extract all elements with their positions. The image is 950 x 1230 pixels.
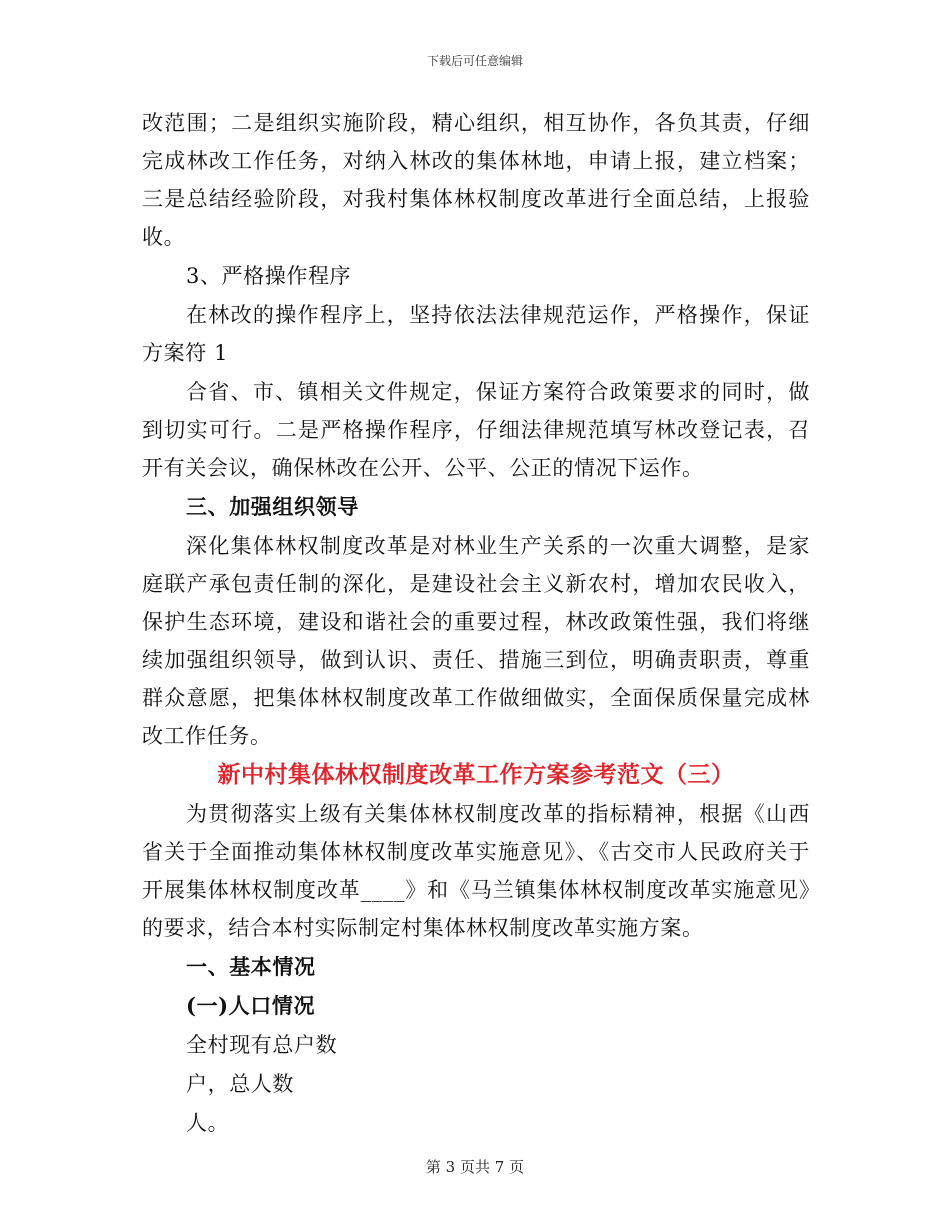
heading-basic-situation: 一、基本情况 <box>186 954 316 979</box>
paragraph-5: 为贯彻落实上级有关集体林权制度改革的指标精神，根据《山西省关于全面推动集体林权制度改革实施意见》、《古交市人民政府关于开展集体林权制度改革____》和《马兰镇集体林权制度改革实施意见》的要求，结合本村实际制定村集体林权制度改革实施方案。 <box>142 802 810 940</box>
paragraph-households: 全村现有总户数 <box>186 1033 338 1057</box>
paragraph-2: 在林改的操作程序上，坚持依法法律规范运作，严格操作，保证方案符 1 <box>142 303 810 365</box>
page-header: 下载后可任意编辑 <box>426 54 523 68</box>
paragraph-1: 改范围；二是组织实施阶段，精心组织，相互协作，各负其责，仔细完成林改工作任务，对纳入林改的集体林地，申请上报，建立档案；三是总结经验阶段，对我村集体林权制度改革进行全面总结，上报验收。 <box>142 111 810 249</box>
paragraph-4: 深化集体林权制度改革是对林业生产关系的一次重大调整，是家庭联产承包责任制的深化，是建设社会主义新农村，增加农民收入，保护生态环境，建设和谐社会的重要过程，林改政策性强，我们将继续加强组织领导，做到认识、责任、措施三到位，明确责职责，尊重群众意愿，把集体林权制度改革工作做细做实，全面保质保量完成林改工作任务。 <box>142 534 810 748</box>
heading-population: (一)人口情况 <box>186 993 316 1018</box>
paragraph-population: 户，总人数 <box>186 1072 294 1096</box>
paragraph-3: 合省、市、镇相关文件规定，保证方案符合政策要求的同时，做到切实可行。二是严格操作程序，仔细法律规范填写林改登记表，召开有关会议，确保林改在公开、公平、公正的情况下运作。 <box>142 380 810 480</box>
heading-strengthen-leadership: 三、加强组织领导 <box>186 494 359 519</box>
document-body <box>142 104 810 1143</box>
heading-operation-procedure: 3、严格操作程序 <box>186 264 352 288</box>
document-title: 新中村集体林权制度改革工作方案参考范文（三） <box>217 762 735 788</box>
page-footer: 第 3 页共 7 页 <box>425 1158 525 1176</box>
paragraph-people: 人。 <box>186 1111 230 1135</box>
